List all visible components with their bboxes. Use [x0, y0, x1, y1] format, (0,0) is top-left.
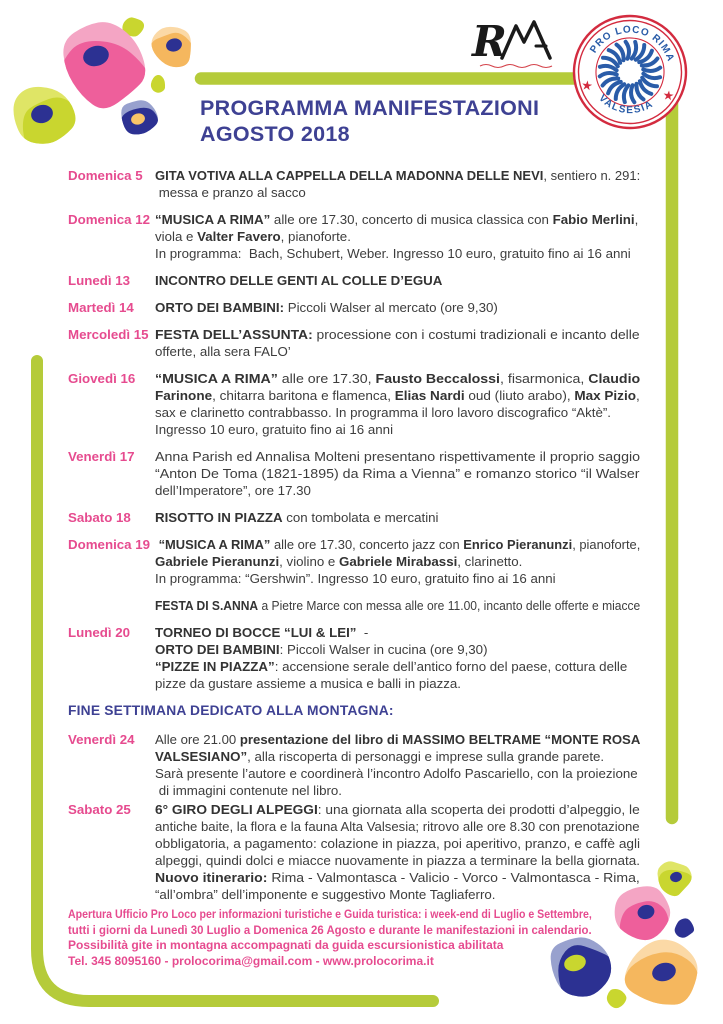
event-description [155, 448, 640, 499]
flower [13, 87, 84, 161]
event-row [68, 272, 640, 289]
event-date: Mercoledì 15 [68, 327, 149, 342]
page-title-line1: PROGRAMMA MANIFESTAZIONI [200, 96, 540, 120]
rima-logo [471, 17, 552, 68]
event-row [68, 597, 640, 614]
event-date: Venerdì 17 [68, 449, 135, 464]
event-date [68, 597, 155, 614]
event-description [155, 167, 640, 201]
event-date: Lunedì 20 [68, 625, 131, 640]
event-row [68, 370, 640, 438]
event-line: di immagini contenute nel libro. [155, 783, 342, 798]
event-row [68, 731, 640, 799]
event-description [155, 326, 640, 360]
rima-logo-letter-r: R [472, 17, 507, 66]
events-list-august [68, 167, 640, 692]
event-date: Venerdì 24 [68, 732, 135, 747]
event-line: antiche baite, la flora e la fauna Alta Valsesia; ritrovo alle ore 8.30 con prenotazione [155, 819, 640, 834]
flower-cluster-top-left [13, 17, 193, 161]
event-line: ORTO DEI BAMBINI: Piccoli Walser al mercato (ore 9,30) [155, 300, 498, 315]
event-date: Lunedì 13 [68, 273, 131, 288]
rima-logo-tagline-script [480, 65, 552, 68]
event-line: GITA VOTIVA ALLA CAPPELLA DELLA MADONNA DELLE NEVI, sentiero n. 291: [155, 168, 641, 183]
event-line: “PIZZE IN PIAZZA”: accensione serale dell’antico forno del paese, cottura delle [155, 659, 628, 674]
event-line: VALSESIANO”, alla riscoperta di personaggi e imprese sulla grande parete. [155, 749, 605, 764]
event-line: dell’Imperatore”, ore 17.30 [155, 483, 311, 498]
event-description [155, 211, 640, 262]
event-line: “Anton De Toma (1821-1895) da Rima a Vienna” e romanzo storico “il Walser [155, 466, 640, 481]
event-line: sax e clarinetto contrabbasso. In programma il loro lavoro discografico “Aktè”. [155, 405, 611, 420]
event-description [155, 299, 640, 316]
event-line: ORTO DEI BAMBINI: Piccoli Walser in cucina (ore 9,30) [155, 642, 488, 657]
event-date: Giovedì 16 [68, 371, 136, 386]
event-line: In programma: “Gershwin”. Ingresso 10 euro, gratuito fino ai 16 anni [155, 571, 556, 586]
flower [675, 918, 694, 937]
event-line: 6° GIRO DEGLI ALPEGGI: una giornata alla scoperta dei prodotti d’alpeggio, le [155, 802, 640, 817]
event-description [155, 272, 640, 289]
event-row [68, 326, 640, 360]
event-line: obbligatoria, a pagamento: colazione in piazza, poi aperitivo, pranzo, e caffè agli [155, 836, 641, 851]
event-line: Sarà presente l’autore e coordinerà l’incontro Adolfo Pascariello, con la proiezione [155, 766, 638, 781]
rima-logo-mountains [502, 22, 550, 58]
event-line: Gabriele Pieranunzi, violino e Gabriele Mirabassi, clarinetto. [155, 554, 523, 569]
page-title-line2: AGOSTO 2018 [200, 122, 350, 146]
flower [120, 100, 158, 145]
footer-info [68, 907, 592, 969]
stamp-star-right: ★ [661, 87, 676, 104]
event-line: viola e Valter Favero, pianoforte. [155, 229, 351, 244]
stamp-text-bottom: VALSESIA [596, 92, 656, 117]
footer-line: Possibilità gite in montagna accompagnati da guida escursionistica abilitata [68, 938, 504, 952]
event-line: messa e pranzo al sacco [155, 185, 306, 200]
event-line: Anna Parish ed Annalisa Molteni presentano rispettivamente il proprio saggio [155, 449, 641, 464]
event-description [155, 370, 640, 438]
event-line: “MUSICA A RIMA” alle ore 17.30, Fausto Beccalossi, fisarmonica, Claudio [155, 371, 641, 386]
event-row [68, 536, 640, 587]
footer-line: Tel. 345 8095160 - prolocorima@gmail.com - www.prolocorima.it [68, 953, 434, 968]
events-list-mountain-weekend [68, 731, 640, 903]
event-date: Martedì 14 [68, 300, 134, 315]
event-description [155, 536, 640, 587]
event-line: FESTA DI S.ANNA a Pietre Marce con messa alle ore 11.00, incanto delle offerte e miacce [155, 598, 641, 613]
event-date: Domenica 12 [68, 212, 151, 227]
event-row [68, 624, 640, 692]
event-line: Ingresso 10 euro, gratuito fino ai 16 anni [155, 422, 394, 437]
program-body [68, 167, 640, 969]
flower [151, 75, 165, 93]
footer-line: tutti i giorni da Lunedì 30 Luglio a Domenica 26 Agosto e durante le manifestazioni in calendario. [68, 922, 592, 937]
flower [149, 27, 194, 77]
event-date: Domenica 19 [68, 537, 151, 552]
event-line: RISOTTO IN PIAZZA con tombolata e mercatini [155, 510, 439, 525]
event-description [155, 597, 640, 614]
stamp-star-left: ★ [580, 77, 594, 94]
event-line: TORNEO DI BOCCE “LUI & LEI” - [155, 625, 369, 640]
event-description [155, 624, 640, 692]
event-row [68, 448, 640, 499]
page-title [200, 95, 539, 147]
stamp-text-top: PRO LOCO RIMA [588, 24, 677, 64]
event-line: FESTA DELL’ASSUNTA: processione con i costumi tradizionali e incanto delle [155, 327, 640, 342]
section-heading: FINE SETTIMANA DEDICATO ALLA MONTAGNA: [68, 703, 394, 718]
event-line: Nuovo itinerario: Rima - Valmontasca - Valicio - Vorco - Valmontasca - Rima, [155, 870, 640, 885]
event-description [155, 731, 640, 799]
event-description [155, 801, 640, 903]
event-line: Alle ore 21.00 presentazione del libro di MASSIMO BELTRAME “MONTE ROSA [155, 732, 641, 747]
event-date: Sabato 25 [68, 802, 131, 817]
footer-line: Apertura Ufficio Pro Loco per informazioni turistiche e Guida turistica: i week-end di Luglio e Settembre, [68, 907, 592, 921]
event-line: “MUSICA A RIMA” alle ore 17.30, concerto di musica classica con Fabio Merlini, [155, 212, 639, 227]
event-line: pizze da gustare assieme a musica e balli in piazza. [155, 676, 461, 691]
event-row [68, 509, 640, 526]
event-line: Farinone, chitarra baritona e flamenca, Elias Nardi oud (liuto arabo), Max Pizio, [155, 388, 640, 403]
event-line: offerte, alla sera FALO’ [155, 344, 291, 359]
event-line: alpeggi, quindi dolci e miacce nuovamente in piazza a terminare la bella giornata. [155, 853, 640, 868]
event-row [68, 299, 640, 316]
event-date: Domenica 5 [68, 168, 143, 183]
event-description [155, 509, 640, 526]
event-row [68, 167, 640, 201]
flower [607, 989, 627, 1008]
event-line: “all’ombra” dell’imponente e suggestivo Monte Tagliaferro. [155, 887, 496, 902]
event-line: “MUSICA A RIMA” alle ore 17.30, concerto jazz con Enrico Pieranunzi, pianoforte, [155, 537, 641, 552]
event-date: Sabato 18 [68, 510, 131, 525]
event-line: In programma: Bach, Schubert, Weber. Ingresso 10 euro, gratuito fino ai 16 anni [155, 246, 631, 261]
event-line: INCONTRO DELLE GENTI AL COLLE D’EGUA [155, 273, 443, 288]
event-row [68, 211, 640, 262]
event-row [68, 801, 640, 903]
